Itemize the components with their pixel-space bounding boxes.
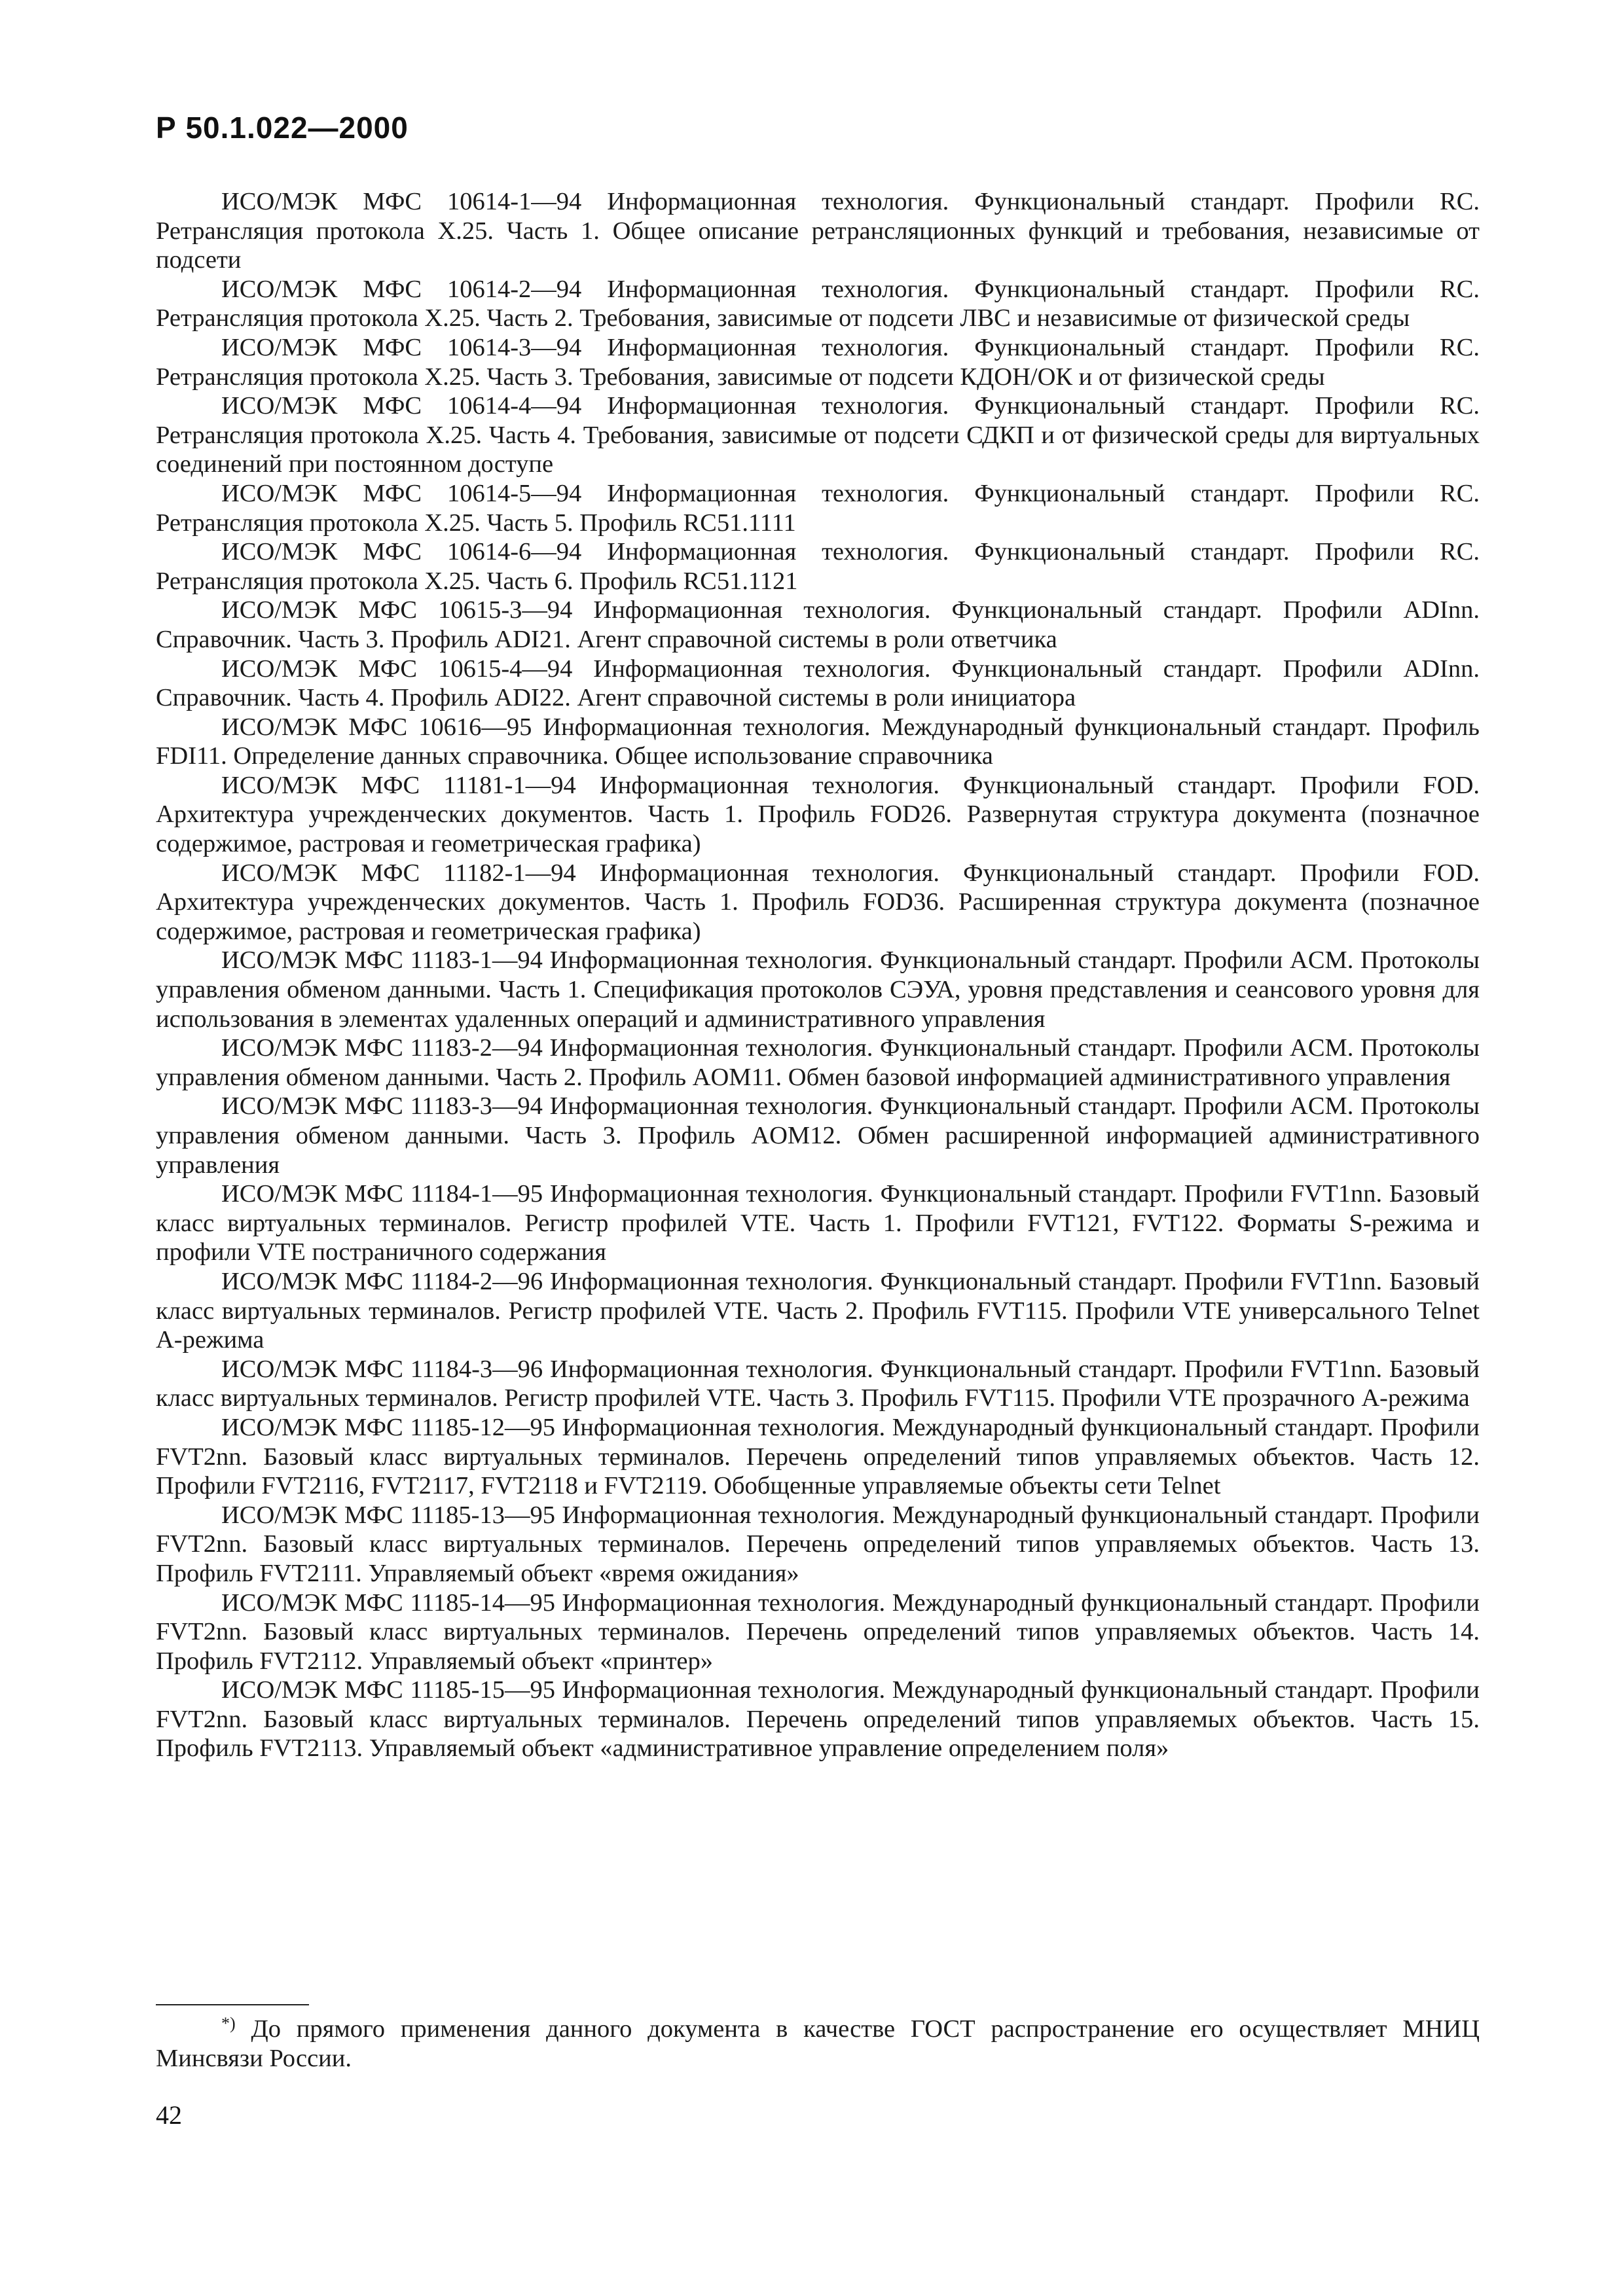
reference-list	[156, 187, 1480, 1763]
reference-entry: ИСО/МЭК МФС 10614-4—94 Информационная технология. Функциональный стандарт. Профили RC. Ретрансляция протокола X.25. Часть 4. Требования, зависимые от подсети СДКП и от физической среды для виртуальных соединений при постоянном доступе	[156, 392, 1480, 478]
reference-entry: ИСО/МЭК МФС 11183-3—94 Информационная технология. Функциональный стандарт. Профили ACM. Протоколы управления обменом данными. Часть 3. Профиль AOM12. Обмен расширенной информацией административного управления	[156, 1092, 1480, 1179]
reference-entry: ИСО/МЭК МФС 10614-1—94 Информационная технология. Функциональный стандарт. Профили RC. Ретрансляция протокола X.25. Часть 1. Общее описание ретрансляционных функций и требования, независимые от подсети	[156, 188, 1480, 274]
footnote-text: До прямого применения данного документа в качестве ГОСТ распространение его осуществляет МНИЦ Минсвязи России.	[156, 2015, 1480, 2072]
reference-entry: ИСО/МЭК МФС 11185-12—95 Информационная технология. Международный функциональный стандарт. Профили FVT2nn. Базовый класс виртуальных терминалов. Перечень определений типов управляемых объектов. Часть 12. Профили FVT2116, FVT2117, FVT2118 и FVT2119. Обобщенные управляемые объекты сети Telnet	[156, 1413, 1480, 1500]
reference-entry: ИСО/МЭК МФС 10614-2—94 Информационная технология. Функциональный стандарт. Профили RC. Ретрансляция протокола X.25. Часть 2. Требования, зависимые от подсети ЛВС и независимые от физической среды	[156, 275, 1480, 332]
reference-entry: ИСО/МЭК МФС 11184-1—95 Информационная технология. Функциональный стандарт. Профили FVT1nn. Базовый класс виртуальных терминалов. Регистр профилей VTE. Часть 1. Профили FVT121, FVT122. Форматы S-режима и профили VTE постраничного содержания	[156, 1180, 1480, 1266]
footnote-divider	[156, 2004, 309, 2005]
reference-entry: ИСО/МЭК МФС 10614-5—94 Информационная технология. Функциональный стандарт. Профили RC. Ретрансляция протокола X.25. Часть 5. Профиль RC51.1111	[156, 479, 1480, 537]
footnote-marker: *)	[221, 2014, 236, 2033]
reference-entry: ИСО/МЭК МФС 10615-3—94 Информационная технология. Функциональный стандарт. Профили ADInn. Справочник. Часть 3. Профиль ADI21. Агент справочной системы в роли ответчика	[156, 596, 1480, 653]
footnote	[156, 2015, 1480, 2073]
reference-entry: ИСО/МЭК МФС 10615-4—94 Информационная технология. Функциональный стандарт. Профили ADInn. Справочник. Часть 4. Профиль ADI22. Агент справочной системы в роли инициатора	[156, 655, 1480, 712]
reference-entry: ИСО/МЭК МФС 10614-6—94 Информационная технология. Функциональный стандарт. Профили RC. Ретрансляция протокола X.25. Часть 6. Профиль RC51.1121	[156, 538, 1480, 595]
reference-entry: ИСО/МЭК МФС 11185-15—95 Информационная технология. Международный функциональный стандарт. Профили FVT2nn. Базовый класс виртуальных терминалов. Перечень определений типов управляемых объектов. Часть 15. Профиль FVT2113. Управляемый объект «административное управление определением поля»	[156, 1676, 1480, 1763]
reference-entry: ИСО/МЭК МФС 11182-1—94 Информационная технология. Функциональный стандарт. Профили FOD. Архитектура учрежденческих документов. Часть 1. Профиль FOD36. Расширенная структура документа (позначное содержимое, растровая и геометрическая графика)	[156, 859, 1480, 945]
page-number: 42	[156, 2100, 182, 2130]
reference-entry: ИСО/МЭК МФС 11183-1—94 Информационная технология. Функциональный стандарт. Профили ACM. Протоколы управления обменом данными. Часть 1. Спецификация протоколов СЭУА, уровня представления и сеансового уровня для использования в элементах удаленных операций и административного управления	[156, 946, 1480, 1033]
reference-entry: ИСО/МЭК МФС 11181-1—94 Информационная технология. Функциональный стандарт. Профили FOD. Архитектура учрежденческих документов. Часть 1. Профиль FOD26. Развернутая структура документа (позначное содержимое, растровая и геометрическая графика)	[156, 771, 1480, 858]
reference-entry: ИСО/МЭК МФС 11183-2—94 Информационная технология. Функциональный стандарт. Профили ACM. Протоколы управления обменом данными. Часть 2. Профиль AOM11. Обмен базовой информацией административного управления	[156, 1034, 1480, 1091]
reference-entry: ИСО/МЭК МФС 11185-13—95 Информационная технология. Международный функциональный стандарт. Профили FVT2nn. Базовый класс виртуальных терминалов. Перечень определений типов управляемых объектов. Часть 13. Профиль FVT2111. Управляемый объект «время ожидания»	[156, 1501, 1480, 1587]
reference-entry: ИСО/МЭК МФС 11184-2—96 Информационная технология. Функциональный стандарт. Профили FVT1nn. Базовый класс виртуальных терминалов. Регистр профилей VTE. Часть 2. Профиль FVT115. Профили VTE универсального Telnet А-режима	[156, 1267, 1480, 1354]
reference-entry: ИСО/МЭК МФС 10614-3—94 Информационная технология. Функциональный стандарт. Профили RC. Ретрансляция протокола X.25. Часть 3. Требования, зависимые от подсети КДОН/ОК и от физической среды	[156, 333, 1480, 391]
reference-entry: ИСО/МЭК МФС 11184-3—96 Информационная технология. Функциональный стандарт. Профили FVT1nn. Базовый класс виртуальных терминалов. Регистр профилей VTE. Часть 3. Профиль FVT115. Профили VTE прозрачного А-режима	[156, 1355, 1480, 1412]
document-designation: Р 50.1.022—2000	[156, 111, 409, 145]
reference-entry: ИСО/МЭК МФС 11185-14—95 Информационная технология. Международный функциональный стандарт. Профили FVT2nn. Базовый класс виртуальных терминалов. Перечень определений типов управляемых объектов. Часть 14. Профиль FVT2112. Управляемый объект «принтер»	[156, 1588, 1480, 1675]
reference-entry: ИСО/МЭК МФС 10616—95 Информационная технология. Международный функциональный стандарт. Профиль FDI11. Определение данных справочника. Общее использование справочника	[156, 713, 1480, 770]
